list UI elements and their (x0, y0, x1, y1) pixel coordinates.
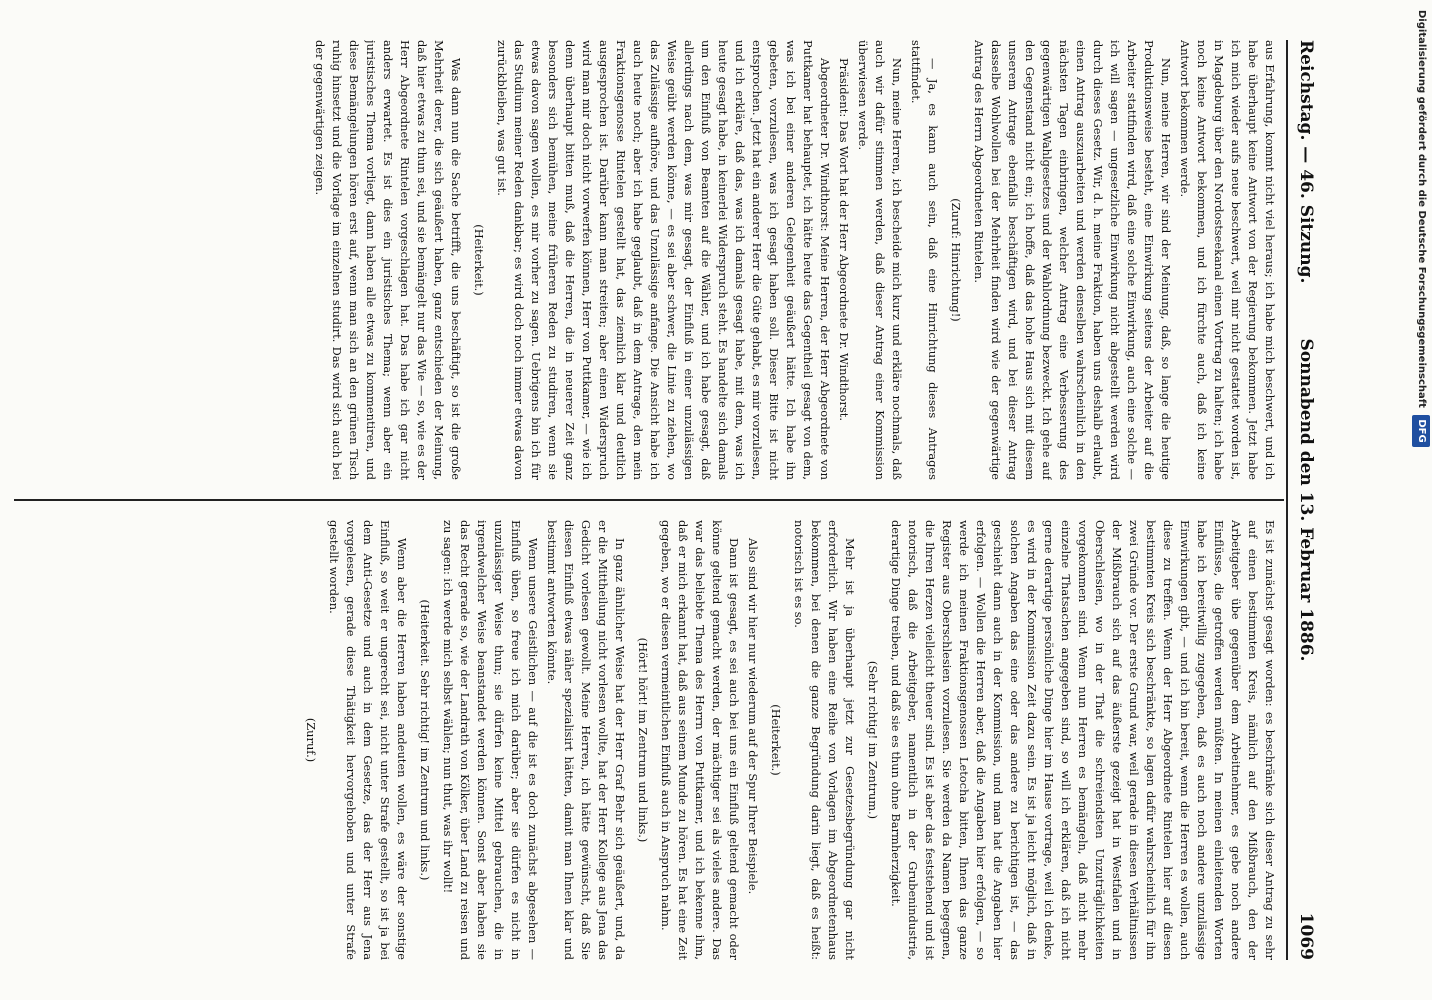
right-column (8, 520, 1278, 960)
paragraph: Dann ist gesagt, es sei auch bei uns ein Einfluß geltend gemacht oder könne geltend gemacht werden, der mächtiger sei als vieles andere. Das war das beliebte Thema des Herrn von Puttkamer, und ich bekenne ihm, daß er mich erkannt hat, daß aus seinem Munde zu hören. Es hat eine Zeit gegeben, wo er diesen vermeintlichen Einfluß auch in Anspruch nahm. (659, 520, 741, 960)
header-date: Sonnabend den 13. Februar 1886. (1296, 338, 1316, 662)
paragraph: Präsident: Das Wort hat der Herr Abgeordnete Dr. Windthorst. (837, 58, 851, 421)
paragraph: Nun, meine Herren, wir sind der Meinung, daß, so lange die heutige Produktionsweise besteht, eine Einwirkung seitens der Arbeiter auf die Arbeiter stattfinden wird, daß eine solche Einwirkung, auch eine solche — ich will sagen — ungesetzliche Einwirkung nicht abgestellt werden wird durch dieses Gesetz. Wir, d. h. meine Fraktion, haben uns deshalb erlaubt, einen Antrag auszuarbeiten und werden denselben wahrscheinlich in den nächsten Tagen einbringen, welcher Antrag eine Verbesserung des gegenwärtigen Wahlgesetzes und der Wahlordnung bezweckt. Ich gehe auf den Gegenstand nicht ein; ich hoffe, daß das hohe Haus sich mit diesem unserem Antrage ebenfalls beschäftigen wird, und bei dieser Antrag dasselbe Wohlwollen bei der Mehrheit finden wird wie der gegenwärtige Antrag des Herrn Abgeordneten Rintelen. (972, 40, 1173, 480)
interjection: (Heiterkeit.) (472, 224, 486, 296)
dfg-logo: DFG (1412, 415, 1430, 446)
paragraph: Mehr ist ja überhaupt jetzt zur Gesetzesbegründung gar nicht erforderlich. Wir haben eine Reihe von Vorlagen im Abgeordnetenhaus bekommen, bei denen die ganze Begründung darin liegt, daß es heißt: notorisch ist es so. (792, 520, 857, 960)
left-column (8, 40, 1278, 480)
interjection: (Hört! hört! im Zentrum und links.) (636, 637, 650, 843)
paragraph: — Ja, es kann auch sein, daß eine Hinrichtung dieses Antrages stattfindet. (909, 40, 940, 480)
interjection: (Sehr richtig! im Zentrum.) (866, 660, 880, 820)
paragraph: Also sind wir hier nur wiederum auf der Spur Ihrer Beispiele. (746, 538, 760, 895)
page-number: 1069 (1296, 912, 1316, 960)
paragraph: Wenn unsere Geistlichen — auf die ist es doch zunächst abgesehen — Einfluß üben, so freue ich mich darüber; aber sie dürfen es nicht in unzulässiger Weise thun; sie dürfen keine Mittel gebrauchen, die in irgendwelcher Weise beanstandet werden können. Sonst aber haben sie das Recht gerade so, wie der Landrath von Kölker, über Land zu reisen und zu sagen: ich werde mich selbst wählen; nun thut, was ihr wollt! (441, 520, 540, 960)
interjection: (Heiterkeit. Sehr richtig! im Zentrum und links.) (418, 599, 432, 881)
paragraph: Was dann nun die Sache betrifft, die uns beschäftigt, so ist die große Mehrheit derer, die sich geäußert haben, ganz entschieden der Meinung, daß hier etwas zu thun sei, und sie bemängelt nur das Wie — so, wie es der Herr Abgeordnete Rintelen vorgeschlagen hat. Das habe ich gar nicht anders erwartet. Es ist dies ein juristisches Thema; wenn aber ein juristisches Thema vorliegt, dann haben alle etwas zu kommentiren, und diese Bemängelungen hören erst auf, wenn man sich an den grünen Tisch ruhig hinsetzt und die Vorlage im einzelnen studirt. Das wird sich auch bei der gegenwärtigen zeigen. (313, 40, 463, 480)
paragraph: aus Erfahrung, kommt nicht viel heraus; ich habe mich beschwert, und ich habe überhaupt keine Antwort von der Regierung bekommen. Jetzt habe ich mich wieder aufs neue beschwert, weil mir nicht gestattet worden ist, in Magdeburg über den Nordostseekanal einen Vortrag zu halten; ich habe noch keine Antwort bekommen, und ich fürchte auch, daß ich keine Antwort bekommen werde. (1178, 40, 1277, 480)
paragraph: Es ist zunächst gesagt worden: es beschränke sich dieser Antrag zu sehr auf einen bestimmten Kreis, nämlich auf den Mißbrauch, den der Arbeitgeber übe gegenüber dem Arbeitnehmer, es gebe noch andere Einflüsse, die getroffen werden müßten. In meinen einleitenden Worten habe ich bereitwillig zugegeben, daß es auch noch andere unzulässige Einwirkungen gibt, — und ich bin bereit, wenn die Herren es wollen, auch diese zu treffen. Wenn der Herr Abgeordnete Rintelen hier auf diesen bestimmten Kreis sich beschränkte, so lagen dafür wahrscheinlich für ihn zwei Gründe vor. Der erste Grund war, weil gerade in diesen Verhältnissen der Mißbrauch sich auf das äußerste gezeigt hat in Westfalen und in Oberschlesien, wo in der That die schreiendsten Unzuträglichkeiten vorgekommen sind. Wenn nun Herren es bemängeln, daß nicht mehr einzelne Thatsachen angegeben sind, so will ich erklären, daß ich nicht gerne derartige persönliche Dinge hier im Hause vortrage, weil ich denke, es wird in der Kommission Zeit dazu sein. Es ist ja leicht möglich, daß in solchen Angaben das eine oder das andere zu berichtigen ist, — das geschieht dann auch in der Kommission, und man hat die Angaben hier erfolgen. — Wollen die Herren aber, daß die Angaben hier erfolgen, — so werde ich meinen Fraktionsgenossen Letocha bitten, Ihnen das ganze Register aus Oberschlesien vorzulesen. Sie werden da Namen begegnen, die Ihren Herzen vielleicht theuer sind. Es ist aber das feststehend und ist notorisch, daß die Arbeitgeber, namentlich in der Grubenindustrie, derartige Dinge treiben, und daß sie es thun ohne Barmherzigkeit. (889, 520, 1277, 960)
column-divider (14, 499, 1284, 501)
paragraph: Abgeordneter Dr. Windthorst: Meine Herren, der Herr Abgeordnete von Puttkamer hat behauptet, ich hätte heute das Gegentheil gesagt von dem, was ich bei einer anderen Gelegenheit geäußert hätte. Ich habe ihn gebeten, vorzulesen, was ich gesagt haben soll. Dieser Bitte ist nicht entsprochen. Jetzt hat ein anderer Herr die Güte gehabt, es mir vorzulesen, und ich erkläre, daß das, was ich damals gesagt habe, mit dem, was ich heute gesagt habe, in keinerlei Widerspruch steht. Es handelte sich damals um den Einfluß von Beamten auf die Wähler, und ich habe gesagt, daß allerdings nach dem, was mir gesagt, der Einfluß in einer unzulässigen Weise geübt werden könne, — es sei aber schwer, die Linie zu ziehen, wo das Zulässige aufhöre, und das Unzulässige anfange. Die Ansicht habe ich auch heute noch; aber ich habe geglaubt, daß in dem Antrage, den mein Fraktionsgenosse Rintelen gestellt hat, das ziemlich klar und deutlich ausgesprochen ist. Darüber kann man streiten; aber einen Widerspruch wird man mir doch nicht vorwerfen können, Herr von Puttkamer, — wie ich denn überhaupt bitten muß, daß die Herren, die in neuerer Zeit ganz besonders sich bemühen, meine früheren Reden zu studiren, wenn sie etwas davon sagen wollen, es mir vorher zu sagen. Uebrigens bin ich für das Studium meiner Reden dankbar; es wird doch noch immer etwas davon zurückbleiben, was gut ist. (495, 40, 832, 480)
paragraph: Nun, meine Herren, ich bescheide mich kurz und erkläre nochmals, daß auch wir dafür stimmen werden, daß dieser Antrag einer Kommission überwiesen werde. (856, 40, 904, 480)
interjection: (Zuruf: Hinrichtung!) (949, 198, 963, 322)
header-session: Reichstag. — 46. Sitzung. (1296, 40, 1316, 284)
digitization-credit (1412, 10, 1430, 990)
paragraph: Wenn aber die Herren haben andeuten wollen, es wäre der sonstige Einfluß, so weit er ungerecht sei, nicht unter Strafe gestellt, so ist ja bei dem Anti-Gesetze und auch in dem Gesetze, das der Herr aus Jena vorgelesen, gerade diese Thätigkeit hervorgehoben und unter Strafe gestellt worden. (327, 520, 409, 960)
interjection: (Zuruf.) (304, 717, 318, 763)
header-rule (1286, 40, 1288, 960)
interjection: (Heiterkeit.) (769, 704, 783, 776)
paragraph: In ganz ähnlicher Weise hat der Herr Graf Behr sich geäußert, und, da er die Mittheilung nicht vorlesen wollte, hat der Herr Kollege aus Jena das Gedicht vorlesen gewollt. Meine Herren, ich hätte gewünscht, daß Sie diesen Einfluß etwas näher spezialisirt hätten, damit man Ihnen klar und bestimmt antworten könnte. (545, 520, 627, 960)
credit-text: Digitalisierung gefördert durch die Deutsche Forschungsgemeinschaft (1416, 10, 1427, 408)
page-header (1286, 40, 1316, 960)
